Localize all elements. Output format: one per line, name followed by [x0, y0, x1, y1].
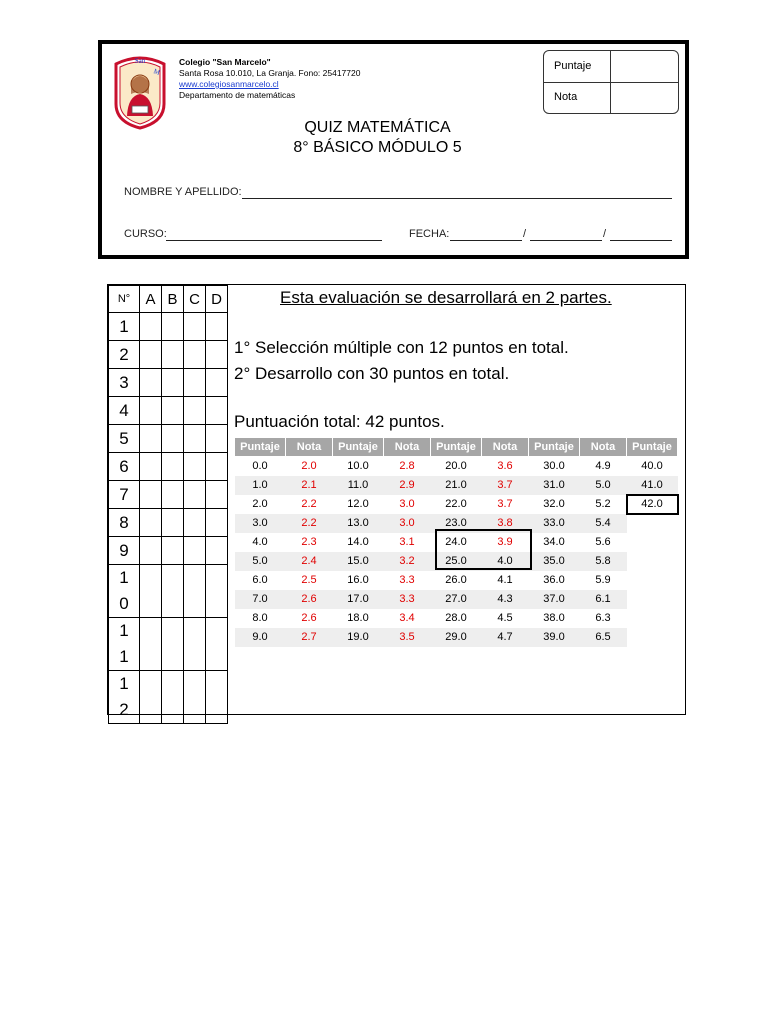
answer-cell-b[interactable]: [162, 509, 184, 537]
answer-cell-b[interactable]: [162, 565, 184, 618]
answer-cell-b[interactable]: [162, 425, 184, 453]
puntaje-column-header: Puntaje: [333, 438, 384, 457]
puntaje-cell: [627, 628, 678, 647]
score-row-nota: [544, 82, 678, 113]
answer-row: [109, 341, 228, 369]
puntaje-cell: 7.0: [235, 590, 286, 609]
puntaje-cell: 21.0: [431, 476, 482, 495]
answer-row: [109, 509, 228, 537]
question-number: 0: [109, 591, 140, 618]
nota-cell: 2.3: [301, 536, 317, 548]
puntaje-column-header: Puntaje: [627, 438, 678, 457]
instructions-heading: Esta evaluación se desarrollará en 2 partes.: [280, 288, 612, 307]
answer-row: [109, 425, 228, 453]
answer-cell-a[interactable]: [140, 565, 162, 618]
nota-column-header: Nota: [384, 438, 431, 457]
nota-cell: 3.7: [497, 498, 513, 510]
puntaje-cell: 39.0: [529, 628, 580, 647]
answer-row: [109, 537, 228, 565]
puntaje-cell: 13.0: [333, 514, 384, 533]
answer-cell-c[interactable]: [184, 313, 206, 341]
nota-cell: 3.0: [384, 514, 431, 533]
conversion-row: [235, 495, 678, 514]
answer-cell-c[interactable]: [184, 618, 206, 671]
answer-cell-d[interactable]: [206, 453, 228, 481]
quiz-header: [98, 40, 689, 259]
nota-cell: 5.2: [595, 498, 611, 510]
question-number: 5: [109, 425, 140, 453]
puntaje-cell: 22.0: [445, 498, 467, 510]
answer-cell-b[interactable]: [162, 618, 184, 671]
answer-cell-d[interactable]: [206, 369, 228, 397]
answer-cell-b[interactable]: [162, 537, 184, 565]
puntaje-column-header: Puntaje: [235, 438, 286, 457]
answer-cell-c[interactable]: [184, 397, 206, 425]
nota-cell: 2.8: [399, 460, 415, 472]
question-number: 2: [109, 697, 140, 724]
puntaje-cell: 34.0: [543, 536, 565, 548]
puntaje-column-header: Puntaje: [431, 438, 482, 457]
puntaje-cell: [627, 571, 678, 590]
answer-cell-a[interactable]: [140, 313, 162, 341]
conversion-row: [235, 476, 678, 495]
answer-cell-a[interactable]: [140, 341, 162, 369]
answer-row: [109, 671, 228, 698]
puntaje-cell: 25.0: [431, 552, 482, 571]
puntaje-cell: 29.0: [431, 628, 482, 647]
nota-cell: 3.3: [384, 590, 431, 609]
answer-cell-b[interactable]: [162, 369, 184, 397]
answer-row: [109, 453, 228, 481]
answer-cell-a[interactable]: [140, 509, 162, 537]
question-number: 6: [109, 453, 140, 481]
answer-cell-d[interactable]: [206, 618, 228, 671]
answer-cell-b[interactable]: [162, 671, 184, 724]
nota-cell: 3.7: [482, 476, 529, 495]
puntaje-cell: 28.0: [445, 612, 467, 624]
fecha-separator: /: [523, 228, 527, 240]
puntaje-cell: 36.0: [543, 574, 565, 586]
answer-row: [109, 481, 228, 509]
fecha-month-field[interactable]: [530, 240, 602, 241]
nota-cell: 3.0: [399, 498, 415, 510]
answer-row: [109, 313, 228, 341]
instructions-part-1: 1° Selección múltiple con 12 puntos en total.: [234, 338, 569, 357]
answer-cell-c[interactable]: [184, 425, 206, 453]
puntaje-cell: 37.0: [529, 590, 580, 609]
nota-cell: 2.9: [384, 476, 431, 495]
nota-cell: 6.3: [595, 612, 611, 624]
nota-cell: 4.1: [497, 574, 513, 586]
fecha-label: FECHA:: [409, 228, 450, 240]
nota-column-header: Nota: [580, 438, 627, 457]
quiz-subtitle: 8° BÁSICO MÓDULO 5: [293, 139, 462, 156]
answer-cell-a[interactable]: [140, 453, 162, 481]
answer-grid: [108, 285, 228, 724]
puntaje-cell: 18.0: [347, 612, 369, 624]
puntaje-cell: 1.0: [235, 476, 286, 495]
quiz-title: QUIZ MATEMÁTICA: [304, 119, 451, 136]
instructions-part-2: 2° Desarrollo con 30 puntos en total.: [234, 364, 510, 383]
puntaje-cell: 32.0: [543, 498, 565, 510]
answer-cell-d[interactable]: [206, 397, 228, 425]
question-number: 1: [109, 313, 140, 341]
nota-cell: 3.6: [497, 460, 513, 472]
answer-cell-b[interactable]: [162, 341, 184, 369]
puntaje-cell: 40.0: [641, 460, 663, 472]
nota-column-header: Nota: [286, 438, 333, 457]
nota-cell: 3.3: [399, 574, 415, 586]
question-number: 1: [109, 671, 140, 698]
puntaje-cell: 20.0: [445, 460, 467, 472]
nota-cell: 2.2: [286, 514, 333, 533]
question-number: 4: [109, 397, 140, 425]
answer-cell-d[interactable]: [206, 341, 228, 369]
conversion-row: [235, 590, 678, 609]
answer-cell-c[interactable]: [184, 369, 206, 397]
answer-cell-c[interactable]: [184, 509, 206, 537]
nota-cell: 2.4: [286, 552, 333, 571]
puntaje-cell: 23.0: [431, 514, 482, 533]
conversion-row: [235, 609, 678, 628]
puntaje-cell: [627, 533, 678, 552]
answer-cell-c[interactable]: [184, 341, 206, 369]
puntaje-cell: 38.0: [543, 612, 565, 624]
svg-text:San: San: [134, 57, 146, 65]
nota-cell: 2.6: [286, 590, 333, 609]
puntaje-column-header: Puntaje: [529, 438, 580, 457]
school-name: Colegio "San Marcelo": [179, 57, 271, 67]
nota-cell: 3.4: [399, 612, 415, 624]
question-number: 9: [109, 537, 140, 565]
nota-cell: 3.1: [399, 536, 415, 548]
instructions-total: Puntuación total: 42 puntos.: [234, 412, 445, 431]
header-option-c: C: [184, 286, 206, 313]
answer-cell-b[interactable]: [162, 481, 184, 509]
puntaje-cell: 12.0: [347, 498, 369, 510]
answer-cell-c[interactable]: [184, 565, 206, 618]
puntaje-cell: 31.0: [529, 476, 580, 495]
puntaje-cell: 15.0: [333, 552, 384, 571]
answer-cell-b[interactable]: [162, 397, 184, 425]
puntaje-cell: 0.0: [252, 460, 268, 472]
nota-cell: 3.5: [384, 628, 431, 647]
puntaje-cell: 35.0: [529, 552, 580, 571]
score-row-puntaje: [544, 51, 678, 83]
fecha-day-field[interactable]: [450, 240, 522, 241]
nota-cell: 2.0: [301, 460, 317, 472]
puntaje-cell: 5.0: [235, 552, 286, 571]
puntaje-cell: 27.0: [431, 590, 482, 609]
conversion-row: [235, 628, 678, 647]
conversion-row: [235, 457, 678, 476]
answer-row: [109, 369, 228, 397]
puntaje-cell: 24.0: [445, 536, 467, 548]
puntaje-cell: 9.0: [235, 628, 286, 647]
answer-cell-a[interactable]: [140, 618, 162, 671]
nota-cell: 2.1: [286, 476, 333, 495]
puntaje-cell: 41.0: [627, 476, 678, 495]
score-box: [543, 50, 679, 114]
nota-cell: 3.9: [497, 536, 513, 548]
answer-row: [109, 397, 228, 425]
answer-cell-a[interactable]: [140, 397, 162, 425]
answer-cell-d[interactable]: [206, 537, 228, 565]
question-number: 2: [109, 341, 140, 369]
answer-cell-b[interactable]: [162, 313, 184, 341]
answer-cell-a[interactable]: [140, 425, 162, 453]
header-option-b: B: [162, 286, 184, 313]
svg-text:M: M: [152, 67, 161, 77]
nota-cell: 5.6: [595, 536, 611, 548]
puntaje-label: Puntaje: [554, 60, 592, 72]
school-department: Departamento de matemáticas: [179, 90, 296, 100]
question-number: 1: [109, 644, 140, 671]
answer-cell-c[interactable]: [184, 481, 206, 509]
nota-cell: 2.5: [301, 574, 317, 586]
nombre-field[interactable]: [242, 198, 672, 199]
answer-cell-a[interactable]: [140, 369, 162, 397]
nombre-label: NOMBRE Y APELLIDO:: [124, 186, 242, 198]
nota-cell: 3.8: [482, 514, 529, 533]
puntaje-cell: [627, 514, 678, 533]
answer-cell-d[interactable]: [206, 481, 228, 509]
question-number: 7: [109, 481, 140, 509]
nota-cell: 5.4: [580, 514, 627, 533]
answer-cell-a[interactable]: [140, 537, 162, 565]
nota-cell: 6.1: [580, 590, 627, 609]
school-address: Santa Rosa 10.010, La Granja. Fono: 25417720: [179, 68, 361, 78]
puntaje-cell: 30.0: [543, 460, 565, 472]
puntaje-cell: [627, 609, 678, 628]
question-number: 3: [109, 369, 140, 397]
puntaje-cell: 42.0: [627, 495, 678, 514]
answer-cell-a[interactable]: [140, 481, 162, 509]
answer-cell-c[interactable]: [184, 671, 206, 724]
answer-cell-d[interactable]: [206, 509, 228, 537]
question-number: 1: [109, 618, 140, 645]
puntaje-cell: 26.0: [445, 574, 467, 586]
conversion-row: [235, 571, 678, 590]
curso-field[interactable]: [166, 240, 382, 241]
puntaje-cell: [627, 590, 678, 609]
puntaje-cell: 6.0: [252, 574, 268, 586]
puntaje-cell: 10.0: [347, 460, 369, 472]
nota-cell: 2.2: [301, 498, 317, 510]
highlight-box-passing-grade: [435, 529, 532, 570]
puntaje-cell: 17.0: [333, 590, 384, 609]
nota-cell: 2.6: [301, 612, 317, 624]
nota-cell: 5.8: [580, 552, 627, 571]
answer-cell-c[interactable]: [184, 537, 206, 565]
school-website-link[interactable]: www.colegiosanmarcelo.cl: [179, 79, 279, 89]
answer-cell-d[interactable]: [206, 671, 228, 724]
nota-cell: 5.9: [595, 574, 611, 586]
puntaje-cell: 3.0: [235, 514, 286, 533]
header-option-d: D: [206, 286, 228, 313]
puntaje-cell: 16.0: [347, 574, 369, 586]
puntaje-cell: 8.0: [252, 612, 268, 624]
answer-cell-b[interactable]: [162, 453, 184, 481]
nota-cell: 3.2: [384, 552, 431, 571]
school-info: [179, 57, 360, 101]
answer-grid-header: [109, 286, 228, 313]
puntaje-cell: 33.0: [529, 514, 580, 533]
answer-cell-c[interactable]: [184, 453, 206, 481]
puntaje-cell: [627, 552, 678, 571]
answer-cell-d[interactable]: [206, 425, 228, 453]
answer-row: [109, 565, 228, 592]
puntaje-cell: 19.0: [333, 628, 384, 647]
header-number: N°: [109, 286, 140, 313]
conversion-header-row: [235, 438, 678, 457]
puntaje-cell: 4.0: [252, 536, 268, 548]
puntaje-cell: 2.0: [252, 498, 268, 510]
question-number: 8: [109, 509, 140, 537]
nota-column-header: Nota: [482, 438, 529, 457]
question-number: 1: [109, 565, 140, 592]
header-option-a: A: [140, 286, 162, 313]
puntaje-cell: 11.0: [333, 476, 384, 495]
fecha-year-field[interactable]: [610, 240, 672, 241]
puntaje-cell: 14.0: [347, 536, 369, 548]
answer-row: [109, 618, 228, 645]
fecha-separator: /: [603, 228, 607, 240]
nota-cell: 4.9: [595, 460, 611, 472]
nota-cell: 6.5: [580, 628, 627, 647]
nota-cell: 4.5: [497, 612, 513, 624]
answer-cell-d[interactable]: [206, 313, 228, 341]
nota-label: Nota: [554, 91, 578, 103]
nota-cell: 4.0: [482, 552, 529, 571]
nota-cell: 2.7: [286, 628, 333, 647]
nota-cell: 4.3: [482, 590, 529, 609]
answer-cell-d[interactable]: [206, 565, 228, 618]
curso-label: CURSO:: [124, 228, 167, 240]
nota-cell: 5.0: [580, 476, 627, 495]
answer-cell-a[interactable]: [140, 671, 162, 724]
nota-cell: 4.7: [482, 628, 529, 647]
